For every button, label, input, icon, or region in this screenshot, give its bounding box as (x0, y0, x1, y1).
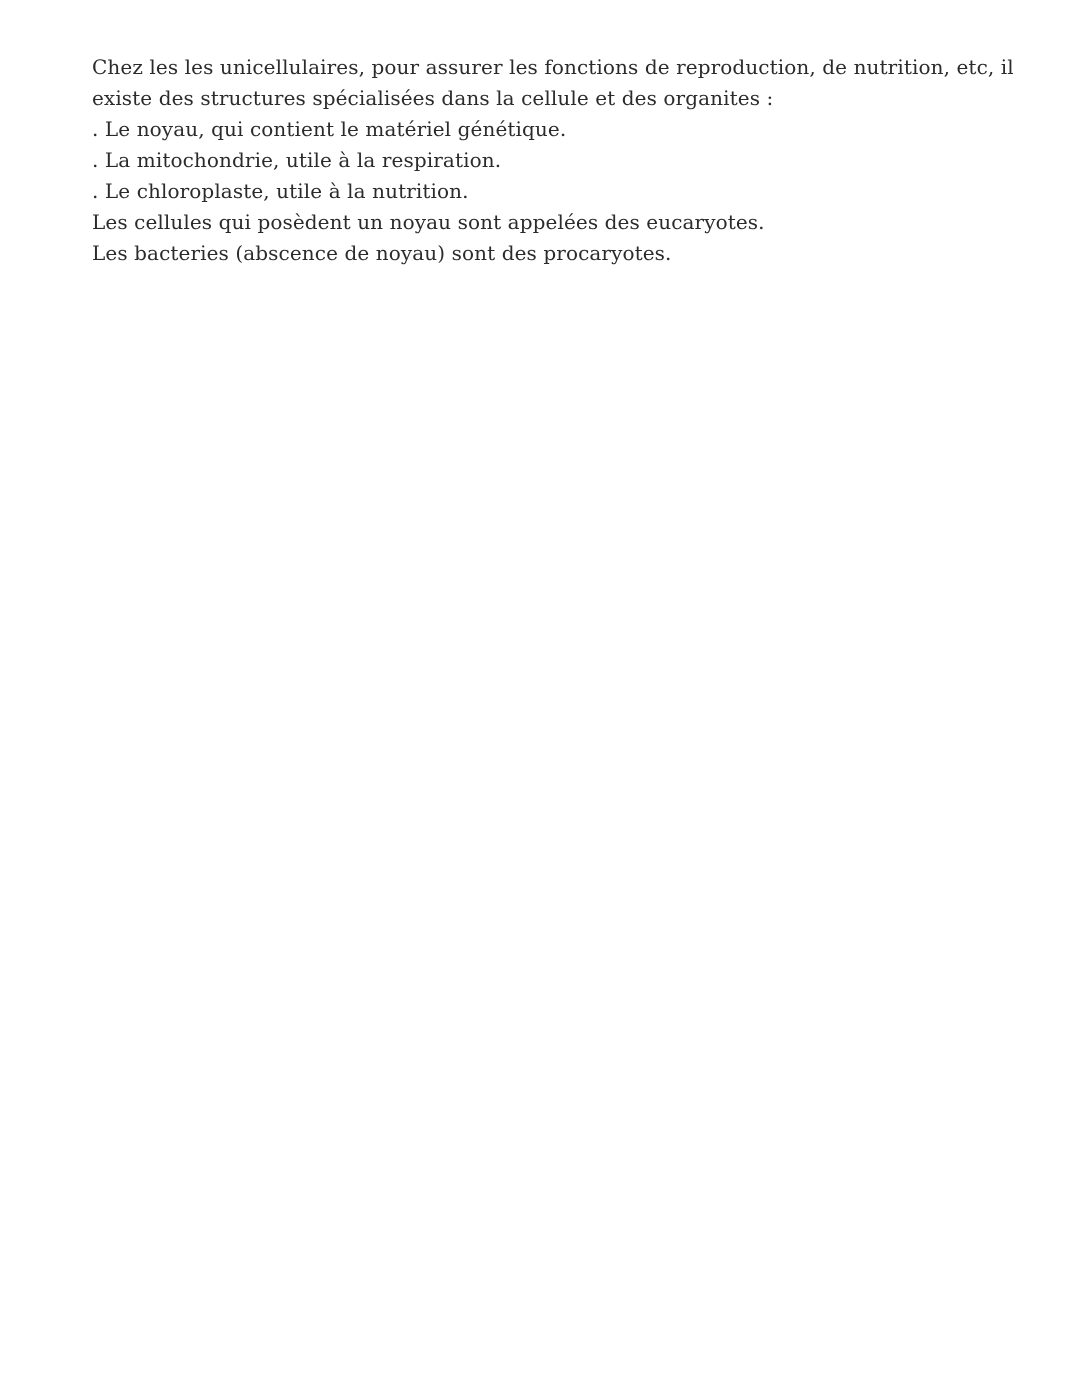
paragraph-line: existe des structures spécialisées dans la cellule et des organites : (92, 86, 774, 110)
list-item-chloroplaste: . Le chloroplaste, utile à la nutrition. (92, 179, 469, 203)
paragraph-line: Chez les les unicellulaires, pour assurer les fonctions de reproduction, de nutrition, etc, il (92, 55, 1014, 79)
sentence-procaryotes: Les bacteries (abscence de noyau) sont des procaryotes. (92, 241, 672, 265)
list-item-mitochondrie: . La mitochondrie, utile à la respiration. (92, 148, 502, 172)
sentence-eucaryotes: Les cellules qui posèdent un noyau sont appelées des eucaryotes. (92, 210, 765, 234)
lesson-text-block (92, 52, 1020, 269)
list-item-noyau: . Le noyau, qui contient le matériel génétique. (92, 117, 567, 141)
